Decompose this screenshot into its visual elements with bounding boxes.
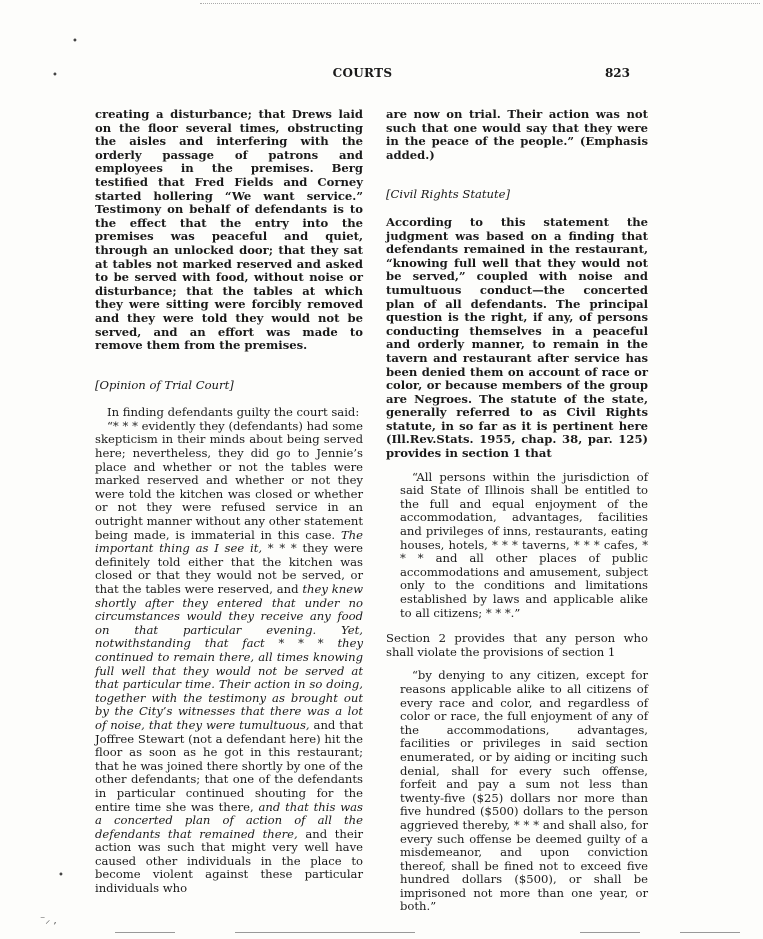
quote-text: “by denying to any citizen, except for reasons applicable alike to all citizens of every race and color, and regardless of color or race, the full enjoyment of any of the accommodations, advantages, facilities or privileges in said section enumerated, or by aiding or inciting such denial, shall for every such offense, forfeit and pay a sum not less than twenty-five ($25) dollars nor more than five hundred ($500) dollars to the person aggrieved thereby, * * * and shall also, for every such offense be deemed guilty of a misdemeanor, and upon conviction thereof, shall be fined not to exceed five hundred dollars ($500), or shall be imprisoned not more than one year, or both.” xyxy=(400,668,648,914)
quote-text: and their action was such that might very well have caused other individuals in the place to become violent against these particular individuals who xyxy=(95,826,363,896)
quote-text: they were definitely told either that the kitchen was closed or that they would not be served, or that the tables were reserved, and xyxy=(95,541,363,596)
footer-rule xyxy=(235,932,415,933)
top-dotted-rule xyxy=(200,3,760,4)
emphasis: they knew shortly after they entered that under no circumstances would they receive any food on that particular evening. Yet, notwithstanding that fact * * * they continued to remain there, all times knowing full well that they would not be served at that particular time. Their action in so doing, together with the testimony as brought out by the City’s witnesses that there was a lot of noise, that they were tumultuous, xyxy=(95,582,364,732)
emphasis: The important thing as I see it, * * * xyxy=(95,527,363,556)
quote-text: “All persons within the jurisdiction of said State of Illinois shall be entitled to the full and equal enjoyment of the accommodation, advantages, facilities and privileges of inns, restaurants, eating houses, hotels, * * * taverns, * * * cafes, * * * and all other places of public accommodations and amusement, subject only to the conditions and limitations established by laws and applicable alike to all citizens; * * *.” xyxy=(400,469,648,620)
paragraph: Section 2 provides that any person who shall violate the provisions of section 1 xyxy=(386,631,648,659)
paragraph: creating a disturbance; that Drews laid on the floor several times, obstructing the aisles and interfering with the orderly passage of patrons and employees in the premises. Berg testified that Fred Fields and Corney started hollering “We want service.” Testimony on behalf of defendants is to the effect that the entry into the premises was peaceful and quiet, through an unlocked door; that they sat at tables not marked reserved and asked to be served with food, without noise or disturbance; that the tables at which they were sitting were forcibly removed and they were told they would not be served, and an effort was made to remove them from the premises. xyxy=(95,107,363,353)
footer-rule xyxy=(115,932,175,933)
margin-mark: • xyxy=(52,70,58,81)
section-heading: [Civil Rights Statute] xyxy=(386,187,511,202)
right-column xyxy=(386,108,648,926)
quote-text: and that Joffree Stewart (not a defendant here) hit the floor as soon as he got in this restaurant; that he was joined there shortly by one of the other defendants; that one of the defendants in particular continued shouting for the entire time she was there, xyxy=(95,717,363,814)
running-title: COURTS xyxy=(332,66,393,80)
statute-quote xyxy=(400,669,648,914)
quote-text: “* * * evidently they (defendants) had some skepticism in their minds about being served here; nevertheless, they did go to Jennie’s place and whether or not the tables were marked reserved and whether or not they were told the kitchen was closed or whether or not they were refused service in an outright manner without any other statement being made, is immaterial in this case. xyxy=(95,418,363,542)
margin-mark: • xyxy=(72,36,78,47)
margin-mark: • xyxy=(58,870,64,881)
left-column xyxy=(95,108,363,896)
margin-mark: ⁻⸝ , xyxy=(40,915,57,926)
emphasis: and that this was a concerted plan of action of all the defendants that remained there, xyxy=(95,799,364,841)
quoted-opinion xyxy=(95,420,363,896)
page-header xyxy=(95,66,630,84)
footer-rule xyxy=(580,932,640,933)
paragraph: According to this statement the judgment was based on a finding that defendants remained in the restaurant, “knowing full well that they would not be served,” coupled with noise and tumultuous conduct—the concerted plan of all defendants. The principal question is the right, if any, of persons conducting themselves in a peaceful and orderly manner, to remain in the tavern and restaurant after service has been denied them on account of race or color, or because members of the group are Negroes. The statute of the state, generally referred to as Civil Rights statute, in so far as it is pertinent here (Ill.Rev.Stats. 1955, chap. 38, par. 125) provides in section 1 that xyxy=(386,214,648,461)
footer-rule xyxy=(680,932,740,933)
paragraph: In finding defendants guilty the court said: xyxy=(107,405,360,420)
section-heading: [Opinion of Trial Court] xyxy=(95,377,234,392)
statute-quote xyxy=(400,471,648,621)
page-number: 823 xyxy=(604,66,630,80)
paragraph: are now on trial. Their action was not such that one would say that they were in the peace of the people.” (Emphasis added.) xyxy=(386,107,648,162)
